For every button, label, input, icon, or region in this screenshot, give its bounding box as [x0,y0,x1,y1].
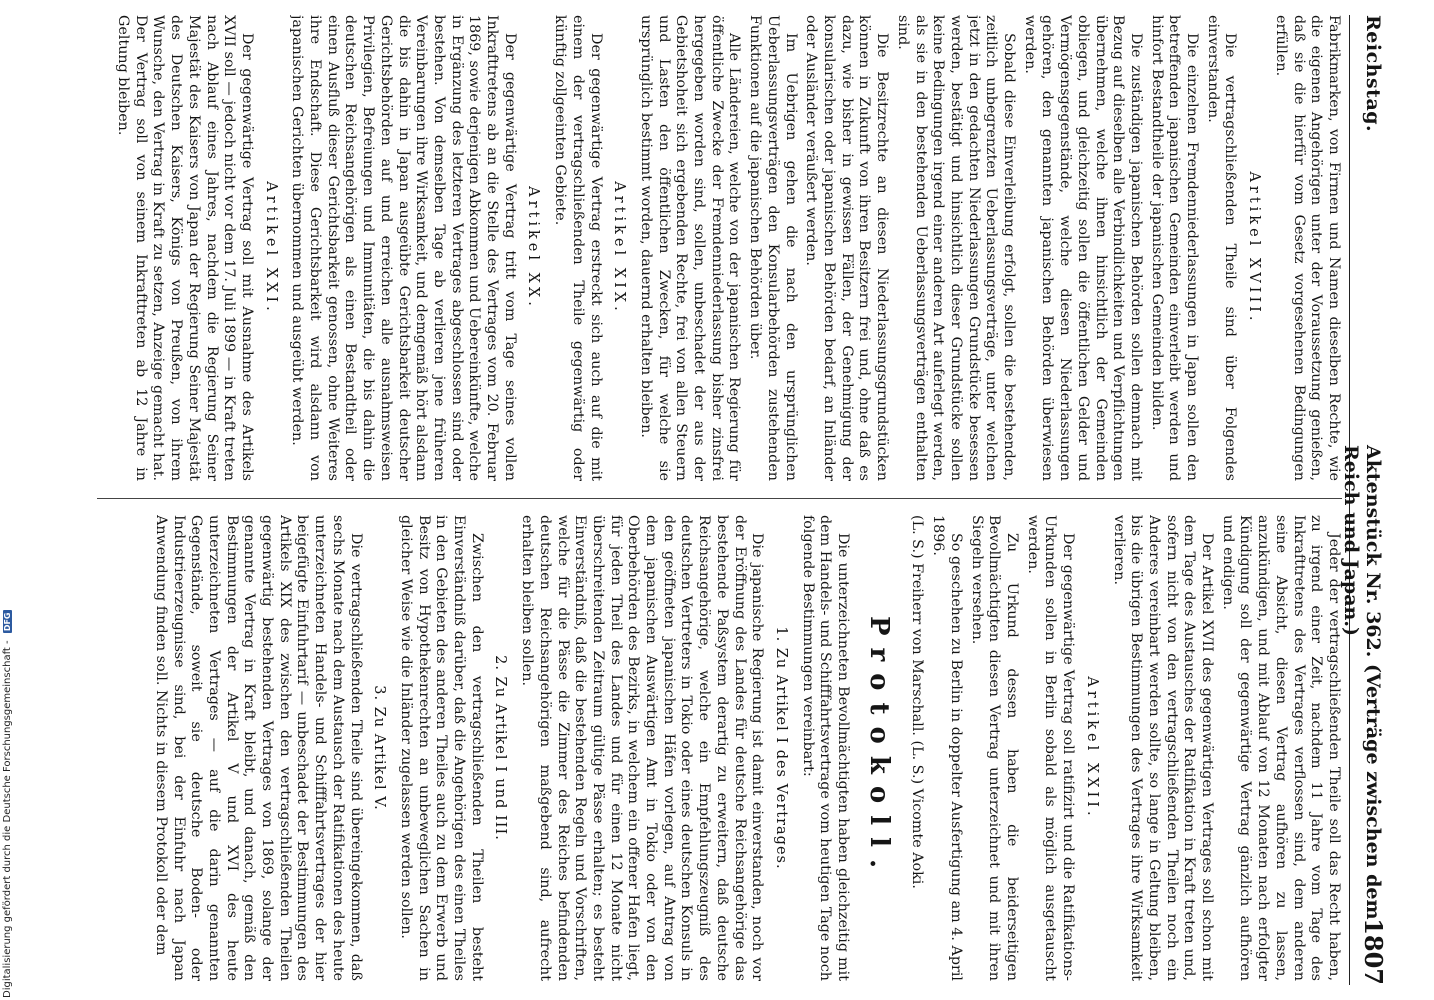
signatures: (L. S.) Freiherr von Marschall. (L. S.) Vicomte Aoki. [908,515,925,889]
paragraph: Der gegenwärtige Vertrag soll mit Ausnahme des Artikels XVII soll — jedoch nicht vor dem 17. Juli 1899 — in Kraft treten nach Ablauf eines Jahres, nachdem die Regierung Seiner Majestät des Kaisers von Japan der Regierung Seiner Majestät des Deutschen Kaisers, Königs von Preußen, von ihrem Wunsche, den Vertrag in Kraft zu setzen, Anzeige gemacht hat. Der Vertrag soll von seinem Inkrafttreten ab 12 Jahre in Geltung bleiben. [115,15,255,481]
page-number: 1807 [1359,918,1388,985]
section-heading: 1. Zu Artikel I des Vertrages. [773,626,790,870]
paragraph: Die unterzeichneten Bevollmächtigten haben gleichzeitig mit dem Handels- und Schifffahrtsvertrage vom heutigen Tage noch folgende Bestimmungen vereinbart: [799,515,852,981]
paragraph: Der gegenwärtige Vertrag soll ratifizirt und die Ratifikations-Urkunden sollen in Berlin sobald als möglich ausgetauscht werden. [1024,515,1077,981]
text-column-right [97,515,1342,981]
article-heading: Artikel XXII. [1083,676,1100,820]
credit-text: Digitalisierung gefördert durch die Deutsche Forschungsgemeinschaft - [2,640,13,998]
paragraph: Die zuständigen japanischen Behörden sollen demnach mit Bezug auf dieselben alle Verbindlichkeiten und Verpflichtungen übernehmen, welche ihnen hinsichtlich der Gemeinden obliegen, und gleichzeitig sollen die öffentlichen Gelder und Vermögensgegenstände, welche diesen Niederlassungen gehören, den genannten japanischen Behörden überwiesen werden. [1021,15,1144,481]
section-heading: 3. Zu Artikel V. [371,685,388,811]
paragraph: Die Besitzrechte an diesen Niederlassungsgrundstücken können in Zukunft von ihren Besitzern frei und, ohne daß es dazu, wie bisher in gewissen Fällen, der Genehmigung der konsularischen oder japanischen Behörden bedarf, an Inländer oder Ausländer veräußert werden. [803,15,891,481]
paragraph: Fabrikmarken, von Firmen und Namen dieselben Rechte, wie die eigenen Angehörigen unter der Voraussetzung genießen, daß sie die hierfür vom Gesetz vorgesehenen Bedingungen erfüllen. [1272,15,1342,481]
paragraph: Jeder der vertragschließenden Theile soll das Recht haben, zu irgend einer Zeit, nachdem 11 Jahre vom Tage des Inkrafttretens des Vertrages verflossen sind, dem anderen seine Absicht, diesen Vertrag aufhören zu lassen, anzukündigen, und mit Ablauf von 12 Monaten nach erfolgter Kündigung soll der gegenwärtige Vertrag gänzlich aufhören und endigen. [1219,515,1342,981]
article-heading: Artikel XXI. [262,181,279,315]
dfg-logo-icon: DFG [3,612,12,632]
article-heading: Artikel XX. [525,186,542,310]
digitization-credit [2,611,13,999]
paragraph: Zu Urkund dessen haben die beiderseitigen Bevollmächtigten diesen Vertrag unterzeichnet und mit ihren Siegeln versehen. [968,515,1021,981]
page-header [1340,15,1390,985]
header-title: Aktenstück Nr. 362. (Verträge zwischen dem Reich und Japan.) [1340,445,1384,920]
article-heading: Artikel XIX. [611,181,628,315]
paragraph: Zwischen den vertragschließenden Theilen besteht Einverständniß darüber, daß die Angehörigen des einen Theiles in den Gebieten des anderen Theiles auch zu dem Erwerb und Besitz von Hypothekenrechten an unbeweglichen Sachen in gleicher Weise wie die Inländer zugelassen werden sollen. [397,515,485,981]
paragraph: Die vertragschließenden Theile sind übereingekommen, daß sechs Monate nach dem Austausch der Ratifikationen des heute unterzeichneten Handels- und Schifffahrtsvertrages der hier beigefügte Einfuhrtarif — unbeschadet der Bestimmungen des Artikels XIX des zwischen den vertragschließenden Theilen gegenwärtig bestehenden Vertrages von 1869, solange der genannte Vertrag in Kraft bleibt, und danach, gemäß den Bestimmungen der Artikel V und XVI des heute unterzeichneten Vertrages — auf die darin genannten Gegenstände, soweit sie deutsche Boden- oder Industrieerzeugnisse sind, bei der Einfuhr nach Japan Anwendung finden soll. Nichts in diesem Protokoll oder dem [152,515,364,981]
column-divider [97,498,1342,499]
article-heading: Artikel XVIII. [1246,171,1263,325]
paragraph: Der gegenwärtige Vertrag tritt vom Tage seines vollen Inkrafttretens ab an die Stelle des Vertrages vom 20. Februar 1869, sowie derjenigen Abkommen und Uebereinkünfte, welche in Ergänzung des letzteren Vertrages abgeschlossen sind oder bestehen. Von demselben Tage ab verlieren jene früheren Vereinbarungen ihre Wirksamkeit, und demgemäß hört alsdann die bis dahin in Japan ausgeübte Gerichtsbarkeit deutscher Gerichtsbehörden auf und erreichen alle ausnahmsweisen Privilegien, Befreiungen und Immunitäten, die bis dahin die deutschen Reichsangehörigen als einen Bestandtheil oder einen Ausfluß dieser Gerichtsbarkeit genossen, ohne Weiteres ihre Endschaft. Diese Gerichtsbarkeit wird alsdann von japanischen Gerichten übernommen und ausgeübt werden. [289,15,518,481]
text-column-left [97,15,1342,481]
paragraph: Die vertragschließenden Theile sind über Folgendes einverstanden. [1204,15,1239,481]
paragraph: Sobald diese Einverleibung erfolgt, sollen die bestehenden, zeitlich unbegrenzten Ueberlassungsverträge, unter welchen jetzt in den gedachten Niederlassungen Grundstücke besessen werden, bestätigt und hinsichtlich dieser Grundstücke sollen keine Bedingungen irgend einer anderen Art auferlegt werden, als sie in den bestehenden Ueberlassungsverträgen enthalten sind. [894,15,1018,481]
rotated-page-frame [90,15,1390,985]
paragraph: So geschehen zu Berlin in doppelter Ausfertigung am 4. April 1896. [930,515,964,981]
header-left: Reichstag. [1362,15,1384,133]
paragraph: Die japanische Regierung ist damit einverstanden, noch vor der Eröffnung des Landes für deutsche Reichsangehörige das bestehende Paßsystem derartig zu erweitern, daß deutsche Reichsangehörige, welche ein Empfehlungszeugniß des deutschen Vertreters in Tokio oder eines deutschen Konsuls in den geöffneten japanischen Häfen vorlegen, auf Antrag von dem japanischen Auswärtigen Amt in Tokio oder von den Oberbehörden des Bezirks, in welchem ein offener Hafen liegt, für jeden Theil des Landes und für einen 12 Monate nicht überschreitenden Zeitraum gültige Pässe erhalten; es besteht Einverständniß, daß die bestehenden Regeln und Vorschriften, welche für die Pässe die Zimmer des Reiches befindenden deutschen Reichsangehörigen maßgebend sind, aufrecht erhalten bleiben sollen. [519,515,766,981]
paragraph: Der gegenwärtige Vertrag erstreckt sich auch auf die mit einem der vertragschließenden Theile gegenwärtig oder künftig zollgeeinten Gebiete. [552,15,604,481]
paragraph: Im Uebrigen gehen die nach den ursprünglichen Ueberlassungsverträgen den Konsularbehörden zustehenden Funktionen auf die japanischen Behörden über. [747,15,799,481]
paragraph: Die einzelnen Fremdenniederlassungen in Japan sollen den betreffenden japanischen Gemeinden einverleibt werden und hinfort Bestandtheile der japanischen Gemeinden bilden. [1148,15,1201,481]
paragraph: Alle Ländereien, welche von der japanischen Regierung für öffentliche Zwecke der Fremdenniederlassung bisher zinsfrei hergegeben worden sind, sollen, unbeschadet der aus der Gebietshoheit sich ergebenden Rechte, frei von allen Steuern und Lasten den öffentlichen Zwecken, für welche sie ursprünglich bestimmt worden, dauernd erhalten bleiben. [637,15,743,481]
section-heading: 2. Zu Artikel I und III. [492,655,509,841]
paragraph: Der Artikel XVII des gegenwärtigen Vertrages soll schon mit dem Tage des Austausches der Ratifikation in Kraft treten und, sofern nicht von den vertragschließenden Theilen noch ein Anderes vereinbart werden sollte, so lange in Geltung bleiben, bis die übrigen Bestimmungen des Vertrages ihre Wirksamkeit verlieren. [1110,515,1216,981]
protokoll-heading: Protokoll. [863,615,894,881]
